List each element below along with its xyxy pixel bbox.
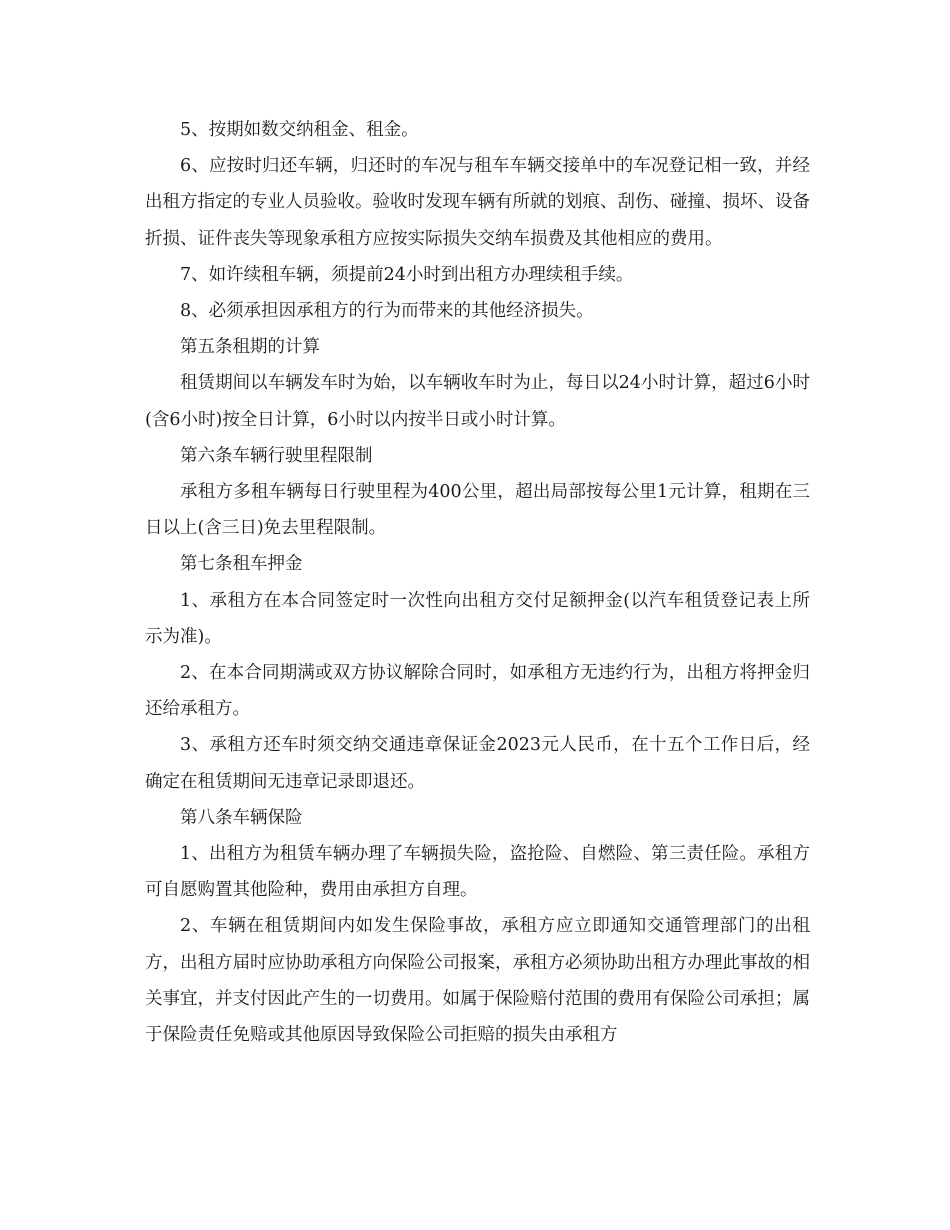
- section-heading-article-8: 第八条车辆保险: [180, 807, 303, 828]
- paragraph-item-5-rent: 5、按期如数交纳租金、租金。: [180, 120, 419, 140]
- section-heading-article-5: 第五条租期的计算: [180, 337, 320, 358]
- document-body: [145, 112, 810, 1053]
- paragraph-deposit-3: 3、承租方还车时须交纳交通违章保证金2023元人民币，在十五个工作日后，经确定在租赁期间无违章记录即退还。: [145, 735, 810, 792]
- paragraph-mileage-limit: 承租方多租车辆每日行驶里程为400公里，超出局部按每公里1元计算，租期在三日以上(含三日)免去里程限制。: [145, 482, 810, 539]
- paragraph-item-6-return-vehicle: 6、应按时归还车辆，归还时的车况与租车车辆交接单中的车况登记相一致，并经出租方指定的专业人员验收。验收时发现车辆有所就的划痕、刮伤、碰撞、损坏、设备折损、证件丧失等现象承租方应按实际损失交纳车损费及其他相应的费用。: [145, 156, 810, 249]
- paragraph-insurance-1: 1、出租方为租赁车辆办理了车辆损失险，盗抢险、自燃险、第三责任险。承租方可自愿购置其他险种，费用由承担方自理。: [145, 844, 810, 901]
- paragraph-deposit-2: 2、在本合同期满或双方协议解除合同时，如承租方无违约行为，出租方将押金归还给承租方。: [145, 663, 810, 720]
- paragraph-insurance-2: 2、车辆在租赁期间内如发生保险事故，承租方应立即通知交通管理部门的出租方，出租方届时应协助承租方向保险公司报案，承租方必须协助出租方办理此事故的相关事宜，并支付因此产生的一切费用。如属于保险赔付范围的费用有保险公司承担；属于保险责任免赔或其他原因导致保险公司拒赔的损失由承租方: [145, 916, 810, 1046]
- paragraph-item-8-losses: 8、必须承担因承租方的行为而带来的其他经济损失。: [180, 301, 594, 322]
- paragraph-item-7-renewal: 7、如许续租车辆，须提前24小时到出租方办理续租手续。: [180, 264, 634, 285]
- section-heading-article-7: 第七条租车押金: [180, 554, 303, 575]
- paragraph-deposit-1: 1、承租方在本合同签定时一次性向出租方交付足额押金(以汽车租赁登记表上所示为准)。: [145, 590, 810, 647]
- section-heading-article-6: 第六条车辆行驶里程限制: [180, 445, 373, 466]
- paragraph-rental-period: 租赁期间以车辆发车时为始，以车辆收车时为止，每日以24小时计算，超过6小时(含6小时)按全日计算，6小时以内按半日或小时计算。: [145, 373, 810, 430]
